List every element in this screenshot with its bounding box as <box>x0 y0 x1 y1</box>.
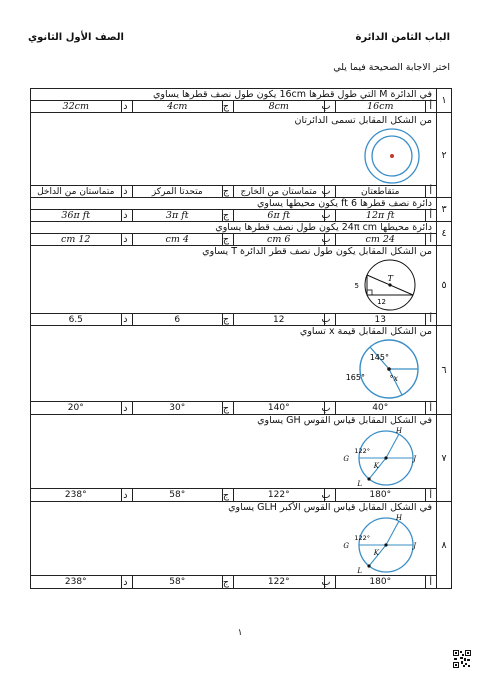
option-letter-d: د <box>121 234 132 246</box>
label-L: L <box>357 480 362 488</box>
option-letter-c: ج <box>223 314 234 326</box>
option-a[interactable]: 40° <box>335 402 426 415</box>
option-a[interactable]: 16cm <box>335 101 426 113</box>
option-a[interactable]: 180° <box>335 489 426 502</box>
option-c[interactable]: 4 cm <box>132 234 223 246</box>
center-point <box>388 283 391 286</box>
option-c[interactable]: 4cm <box>132 101 223 113</box>
question-5-options <box>31 314 452 326</box>
option-letter-b: ب <box>324 210 335 222</box>
option-d[interactable]: 238° <box>31 576 122 589</box>
label-H: H <box>395 514 402 522</box>
option-d[interactable]: متماستان من الداخل <box>31 186 122 198</box>
option-letter-d: د <box>121 314 132 326</box>
option-letter-b: ب <box>324 234 335 246</box>
label-5: 5 <box>354 282 359 290</box>
question-2-options <box>31 186 452 198</box>
chapter-title: الباب الثامن الدائرة <box>355 32 450 43</box>
question-number: ٣ <box>437 198 452 222</box>
option-d[interactable]: 12 cm <box>31 234 122 246</box>
option-letter-b: ب <box>324 101 335 113</box>
option-letter-a: أ <box>426 489 437 502</box>
option-letter-a: أ <box>426 576 437 589</box>
option-letter-d: د <box>121 101 132 113</box>
point-L <box>367 564 370 567</box>
question-8-options <box>31 576 452 589</box>
option-letter-b: ب <box>324 489 335 502</box>
option-letter-b: ب <box>324 186 335 198</box>
option-letter-c: ج <box>223 210 234 222</box>
question-number: ٦ <box>437 326 452 415</box>
option-a[interactable]: 12π ft <box>335 210 426 222</box>
label-x: x° <box>389 374 398 383</box>
option-b[interactable]: 6 cm <box>234 234 325 246</box>
questions-table <box>30 88 452 589</box>
question-stem: دائرة نصف قطرها 6 ft يكون محيطها يساوي <box>31 198 437 210</box>
radius-KH <box>386 521 399 545</box>
option-letter-a: أ <box>426 314 437 326</box>
option-letter-d: د <box>121 489 132 502</box>
option-d[interactable]: 36π ft <box>31 210 122 222</box>
question-3-stem-row <box>31 198 452 210</box>
option-letter-b: ب <box>324 314 335 326</box>
question-6-options <box>31 402 452 415</box>
option-a[interactable]: متقاطعتان <box>335 186 426 198</box>
option-letter-c: ج <box>223 489 234 502</box>
question-stem: في الشكل المقابل قياس القوس GH يساوي H G J K L 122° <box>31 415 437 489</box>
arc-GLH-figure <box>342 513 432 575</box>
page-number: ١ <box>237 628 243 638</box>
question-number: ٧ <box>437 415 452 502</box>
question-5-stem-row <box>31 246 452 314</box>
instructions: اختر الاجابة الصحيحة فيما يلي <box>333 62 450 73</box>
qr-code-icon <box>453 650 471 668</box>
concentric-circles-figure <box>352 126 432 184</box>
option-letter-a: أ <box>426 402 437 415</box>
question-7-stem-row <box>31 415 452 489</box>
option-letter-a: أ <box>426 210 437 222</box>
option-d[interactable]: 20° <box>31 402 122 415</box>
option-b[interactable]: 8cm <box>234 101 325 113</box>
option-b[interactable]: 122° <box>234 576 325 589</box>
option-d[interactable]: 32cm <box>31 101 122 113</box>
label-angle: 122° <box>354 534 370 542</box>
option-b[interactable]: 122° <box>234 489 325 502</box>
option-b[interactable]: 12 <box>234 314 325 326</box>
question-number: ١ <box>437 89 452 113</box>
option-a[interactable]: 180° <box>335 576 426 589</box>
option-c[interactable]: 58° <box>132 576 223 589</box>
option-letter-c: ج <box>223 234 234 246</box>
option-c[interactable]: 6 <box>132 314 223 326</box>
label-J: J <box>413 542 416 550</box>
label-K: K <box>373 462 379 470</box>
central-angles-figure <box>342 337 432 401</box>
center-point <box>390 154 394 158</box>
inscribed-triangle-figure <box>342 257 432 313</box>
question-4-stem-row <box>31 222 452 234</box>
question-stem: من الشكل المقابل قيمة x تساوي 145° 165° x° <box>31 326 437 402</box>
question-stem: دائرة محيطها 24π cm يكون طول نصف قطرها يساوي <box>31 222 437 234</box>
label-K: K <box>373 549 379 557</box>
option-letter-c: ج <box>223 101 234 113</box>
option-a[interactable]: 24 cm <box>335 234 426 246</box>
label-145: 145° <box>369 353 389 362</box>
option-letter-d: د <box>121 576 132 589</box>
question-number: ٢ <box>437 113 452 198</box>
label-J: J <box>413 455 416 463</box>
option-b[interactable]: 140° <box>234 402 325 415</box>
label-G: G <box>343 455 349 463</box>
option-letter-a: أ <box>426 101 437 113</box>
option-a[interactable]: 13 <box>335 314 426 326</box>
option-b[interactable]: متماستان من الخارج <box>234 186 325 198</box>
question-number: ٨ <box>437 502 452 589</box>
option-letter-c: ج <box>223 576 234 589</box>
point-L <box>367 477 370 480</box>
label-H: H <box>395 427 402 435</box>
option-d[interactable]: 238° <box>31 489 122 502</box>
right-angle-mark <box>367 290 372 295</box>
option-b[interactable]: 6π ft <box>234 210 325 222</box>
option-c[interactable]: متحدتا المركز <box>132 186 223 198</box>
option-c[interactable]: 3π ft <box>132 210 223 222</box>
question-stem: من الشكل المقابل تسمى الدائرتان <box>31 113 437 186</box>
question-number: ٤ <box>437 222 452 246</box>
center-point <box>384 543 387 546</box>
center-point <box>387 367 391 371</box>
question-1-options <box>31 101 452 113</box>
question-6-stem-row <box>31 326 452 402</box>
question-4-options <box>31 234 452 246</box>
option-letter-d: د <box>121 186 132 198</box>
question-3-options <box>31 210 452 222</box>
label-165: 165° <box>345 373 365 382</box>
question-1-stem-row <box>31 89 452 101</box>
option-letter-b: ب <box>324 402 335 415</box>
option-letter-c: ج <box>223 402 234 415</box>
option-letter-d: د <box>121 210 132 222</box>
option-d[interactable]: 6.5 <box>31 314 122 326</box>
question-stem: في الدائرة M التي طول قطرها 16cm يكون طول نصف قطرها يساوي <box>31 89 437 101</box>
option-letter-a: أ <box>426 186 437 198</box>
option-letter-b: ب <box>324 576 335 589</box>
center-point <box>384 456 387 459</box>
option-letter-a: أ <box>426 234 437 246</box>
label-L: L <box>357 567 362 575</box>
label-12: 12 <box>377 298 386 306</box>
option-letter-d: د <box>121 402 132 415</box>
label-T: T <box>387 274 393 283</box>
label-angle: 122° <box>354 447 370 455</box>
grade-title: الصف الأول الثانوي <box>28 32 124 43</box>
arc-GH-figure <box>342 426 432 488</box>
radius-KH <box>386 434 399 458</box>
question-number: ٥ <box>437 246 452 326</box>
question-2-stem-row <box>31 113 452 186</box>
option-letter-c: ج <box>223 186 234 198</box>
question-stem: من الشكل المقابل يكون طول نصف قطر الدائرة T يساوي T 5 12 <box>31 246 437 314</box>
option-c[interactable]: 58° <box>132 489 223 502</box>
label-G: G <box>343 542 349 550</box>
question-8-stem-row <box>31 502 452 576</box>
option-c[interactable]: 30° <box>132 402 223 415</box>
question-stem: في الشكل المقابل قياس القوس الأكبر GLH يساوي H G J K L 122° <box>31 502 437 576</box>
question-7-options <box>31 489 452 502</box>
